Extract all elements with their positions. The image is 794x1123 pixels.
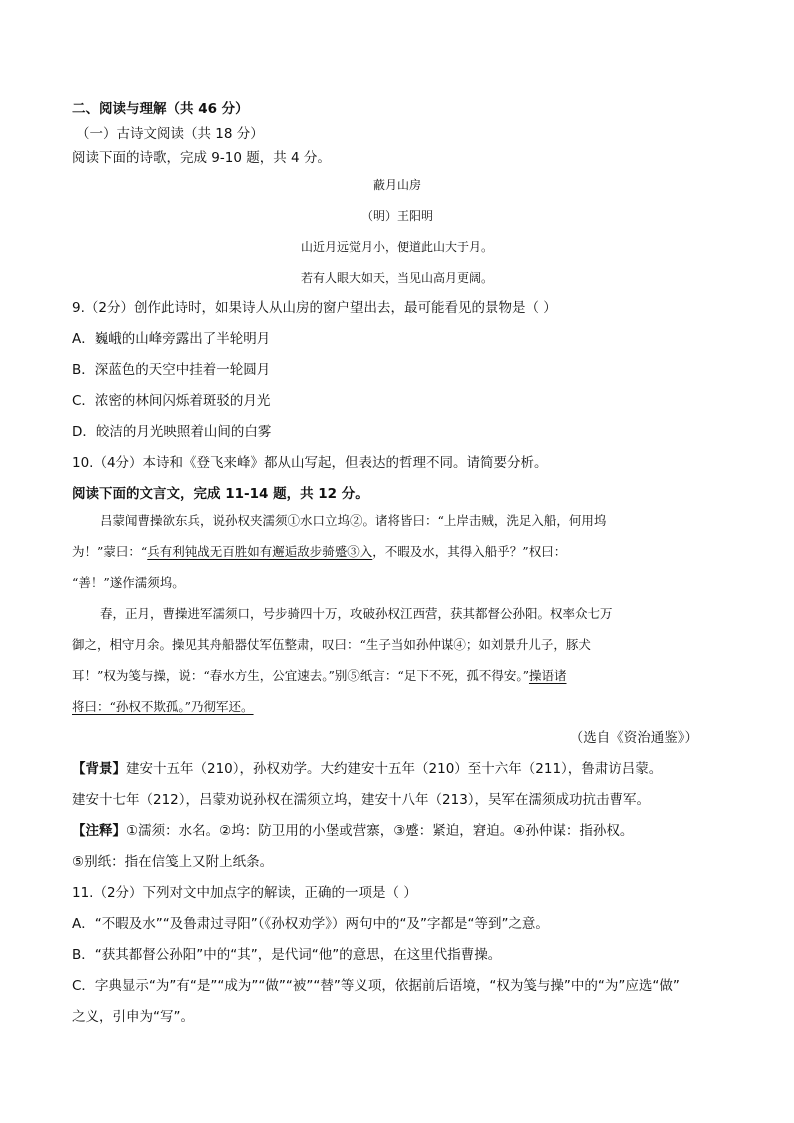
passage-line: “善！”遂作濡须坞。	[72, 575, 185, 590]
wenyan-instruction: 阅读下面的文言文，完成 11-14 题，共 12 分。	[72, 486, 369, 502]
option-c-continued: 之义，引申为“写”。	[72, 1009, 194, 1025]
poem-title: 蔽月山房	[372, 178, 421, 192]
notes-line	[72, 822, 633, 840]
option-c: C．字典显示“为”有“是”“成为”“做”“被”“替”等义项，依据前后语境，“权为笺与操”中的“为”应选“做”	[72, 978, 680, 994]
option-d: D．皎洁的月光映照着山间的白雾	[72, 424, 272, 440]
option-b: B．深蓝色的天空中挂着一轮圆月	[72, 362, 271, 378]
poem-line: 若有人眼大如天，当见山高月更阔。	[300, 271, 493, 285]
option-a: A．“不暇及水”“及鲁肃过寻阳”（《孙权劝学》）两句中的“及”字都是“等到”之意。	[72, 916, 549, 932]
passage-line: 御之，相守月余。操见其舟船器仗军伍整肃，叹曰：“生子当如孙仲谋④；如刘景升儿子，豚犬	[72, 637, 591, 652]
passage-text: ，不暇及水，其得入船乎？”权曰：	[372, 544, 567, 559]
passage-line: 吕蒙闻曹操欲东兵，说孙权夹濡须①水口立坞②。诸将皆曰：“上岸击贼，洗足入船，何用坞	[100, 513, 607, 528]
notes-text: ①濡须：水名。②坞：防卫用的小堡或营寨，③蹙：紧迫，窘迫。④孙仲谋：指孙权。	[126, 823, 634, 839]
background-line: 建安十七年（212），吕蒙劝说孙权在濡须立坞，建安十八年（213），吴军在濡须成功抗击曹军。	[72, 792, 651, 808]
sub-title: （一）古诗文阅读（共 18 分）	[76, 126, 264, 142]
passage-line: 春，正月，曹操进军濡须口，号步骑四十万，攻破孙权江西营，获其都督公孙阳。权率众七万	[100, 606, 613, 621]
passage-line	[72, 543, 566, 561]
underlined-sentence: 兵有利钝战无百胜如有邂逅敌步骑蹙③入	[147, 544, 373, 559]
notes-line: ⑤别纸：指在信笺上又附上纸条。	[72, 854, 274, 870]
source-citation: （选自《资治通鉴》）	[569, 730, 698, 746]
question-11-stem: 11.（2分）下列对文中加点字的解读，正确的一项是（ ）	[72, 885, 417, 901]
poem-line: 山近月远觉月小，便道此山大于月。	[300, 240, 493, 254]
passage-text: 耳！”权为笺与操，说：“春水方生，公宜速去。”别⑤纸言：“足下不死，孤不得安。”	[72, 668, 529, 683]
section-title: 二、阅读与理解（共 46 分）	[72, 101, 249, 117]
question-10: 10.（4分）本诗和《登飞来峰》都从山写起，但表达的哲理不同。请简要分析。	[72, 455, 548, 471]
option-b: B．“获其都督公孙阳”中的“其”，是代词“他”的意思，在这里代指曹操。	[72, 947, 502, 963]
background-line	[72, 760, 662, 778]
passage-text: 为！”蒙曰：“	[72, 544, 148, 559]
notes-label: 【注释】	[72, 823, 126, 839]
poem-instruction: 阅读下面的诗歌，完成 9-10 题，共 4 分。	[72, 150, 331, 166]
option-a: A．巍峨的山峰旁露出了半轮明月	[72, 331, 271, 347]
question-9-stem: 9.（2分）创作此诗时，如果诗人从山房的窗户望出去，最可能看见的景物是（ ）	[72, 300, 557, 316]
poem-author: （明）王阳明	[360, 209, 433, 223]
background-label: 【背景】	[72, 761, 126, 777]
underlined-sentence: 将曰：“孙权不欺孤。”乃彻军还。	[72, 699, 254, 714]
passage-line	[72, 667, 566, 685]
passage-line	[72, 698, 254, 716]
option-c: C．浓密的林间闪烁着斑驳的月光	[72, 393, 271, 409]
underlined-sentence: 操语诸	[528, 668, 567, 683]
background-text: 建安十五年（210），孙权劝学。大约建安十五年（210）至十六年（211），鲁肃访吕蒙。	[126, 761, 663, 777]
